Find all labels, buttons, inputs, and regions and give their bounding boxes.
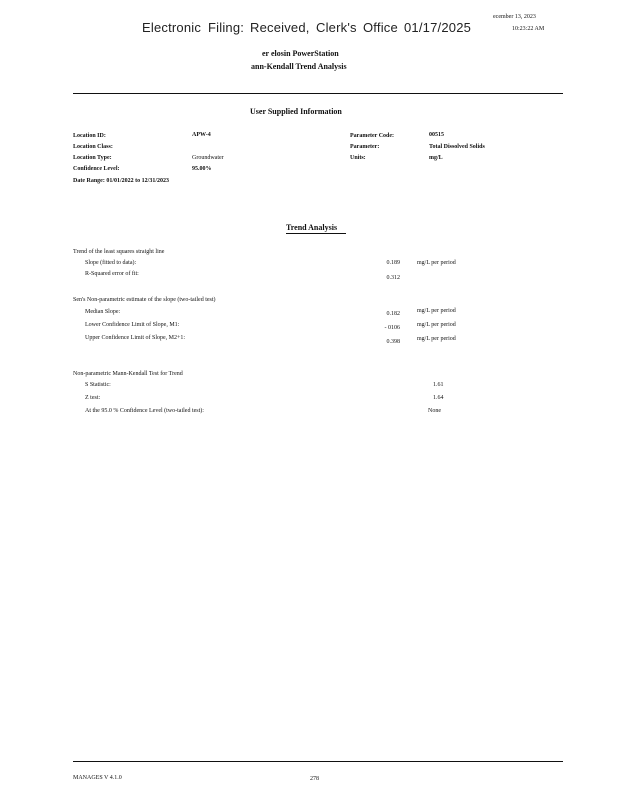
lower-confidence-label: Lower Confidence Limit of Slope, M1:	[85, 322, 180, 328]
software-version: MANAGES V 4.1.0	[73, 775, 122, 781]
s-statistic-label: S Statistic:	[85, 382, 111, 388]
lower-confidence-value: - 0106	[384, 325, 400, 331]
date-range: Date Range: 01/01/2022 to 12/31/2023	[73, 178, 169, 184]
slope-value: 0.189	[386, 260, 400, 266]
slope-label: Slope (fitted to data):	[85, 260, 137, 266]
mann-kendall-heading: Non-parametric Mann-Kendall Test for Trend	[73, 371, 183, 377]
median-slope-value: 0.182	[386, 311, 400, 317]
upper-confidence-unit: mg/L per period	[417, 336, 456, 342]
location-type-label: Location Type:	[73, 155, 112, 161]
report-time: 10:23:22 AM	[512, 26, 545, 32]
report-title: ann-Kendall Trend Analysis	[251, 62, 347, 71]
parameter-label: Parameter:	[350, 144, 380, 150]
s-statistic-value: 1.61	[433, 382, 444, 388]
upper-confidence-label: Upper Confidence Limit of Slope, M2+1:	[85, 335, 186, 341]
lower-confidence-unit: mg/L per period	[417, 322, 456, 328]
location-id-label: Location ID:	[73, 133, 106, 139]
location-class-label: Location Class:	[73, 144, 113, 150]
median-slope-unit: mg/L per period	[417, 308, 456, 314]
parameter-code-label: Parameter Code:	[350, 133, 395, 139]
confidence-result-value: None	[428, 408, 441, 414]
location-id-value: APW-4	[192, 132, 211, 138]
r-squared-value: 0.312	[386, 275, 400, 281]
station-name: er elosin PowerStation	[262, 49, 339, 58]
stamp-clerks: Clerk's	[316, 20, 357, 35]
user-info-title: User Supplied Information	[250, 107, 342, 116]
r-squared-label: R-Squared error of fit:	[85, 271, 139, 277]
stamp-electronic: Electronic	[142, 20, 202, 35]
confidence-level-value: 95.00%	[192, 166, 212, 172]
confidence-result-label: At the 95.0 % Confidence Level (two-tailed test):	[85, 408, 204, 414]
header-divider	[73, 93, 563, 94]
z-test-label: Z test:	[85, 395, 101, 401]
units-label: Units:	[350, 155, 366, 161]
location-type-value: Groundwater	[192, 155, 224, 161]
median-slope-label: Median Slope:	[85, 309, 121, 315]
stamp-filing: Filing:	[208, 20, 245, 35]
footer-divider	[73, 761, 563, 762]
z-test-value: 1.64	[433, 395, 444, 401]
trend-analysis-title: Trend Analysis	[286, 223, 346, 234]
stamp-date: 01/17/2025	[404, 20, 472, 35]
slope-unit: mg/L per period	[417, 260, 456, 266]
units-value: mg/L	[429, 155, 443, 161]
page-number: 278	[310, 776, 319, 782]
report-date: ecember 13, 2023	[493, 14, 536, 20]
least-squares-heading: Trend of the least squares straight line	[73, 249, 165, 255]
sen-heading: Sen's Non-parametric estimate of the slope (two-tailed test)	[73, 297, 216, 303]
parameter-code-value: 00515	[429, 132, 444, 138]
stamp-office: Office	[363, 20, 398, 35]
upper-confidence-value: 0.398	[386, 339, 400, 345]
confidence-level-label: Confidence Level:	[73, 166, 120, 172]
parameter-value: Total Dissolved Solids	[429, 144, 485, 150]
stamp-received: Received,	[250, 20, 310, 35]
